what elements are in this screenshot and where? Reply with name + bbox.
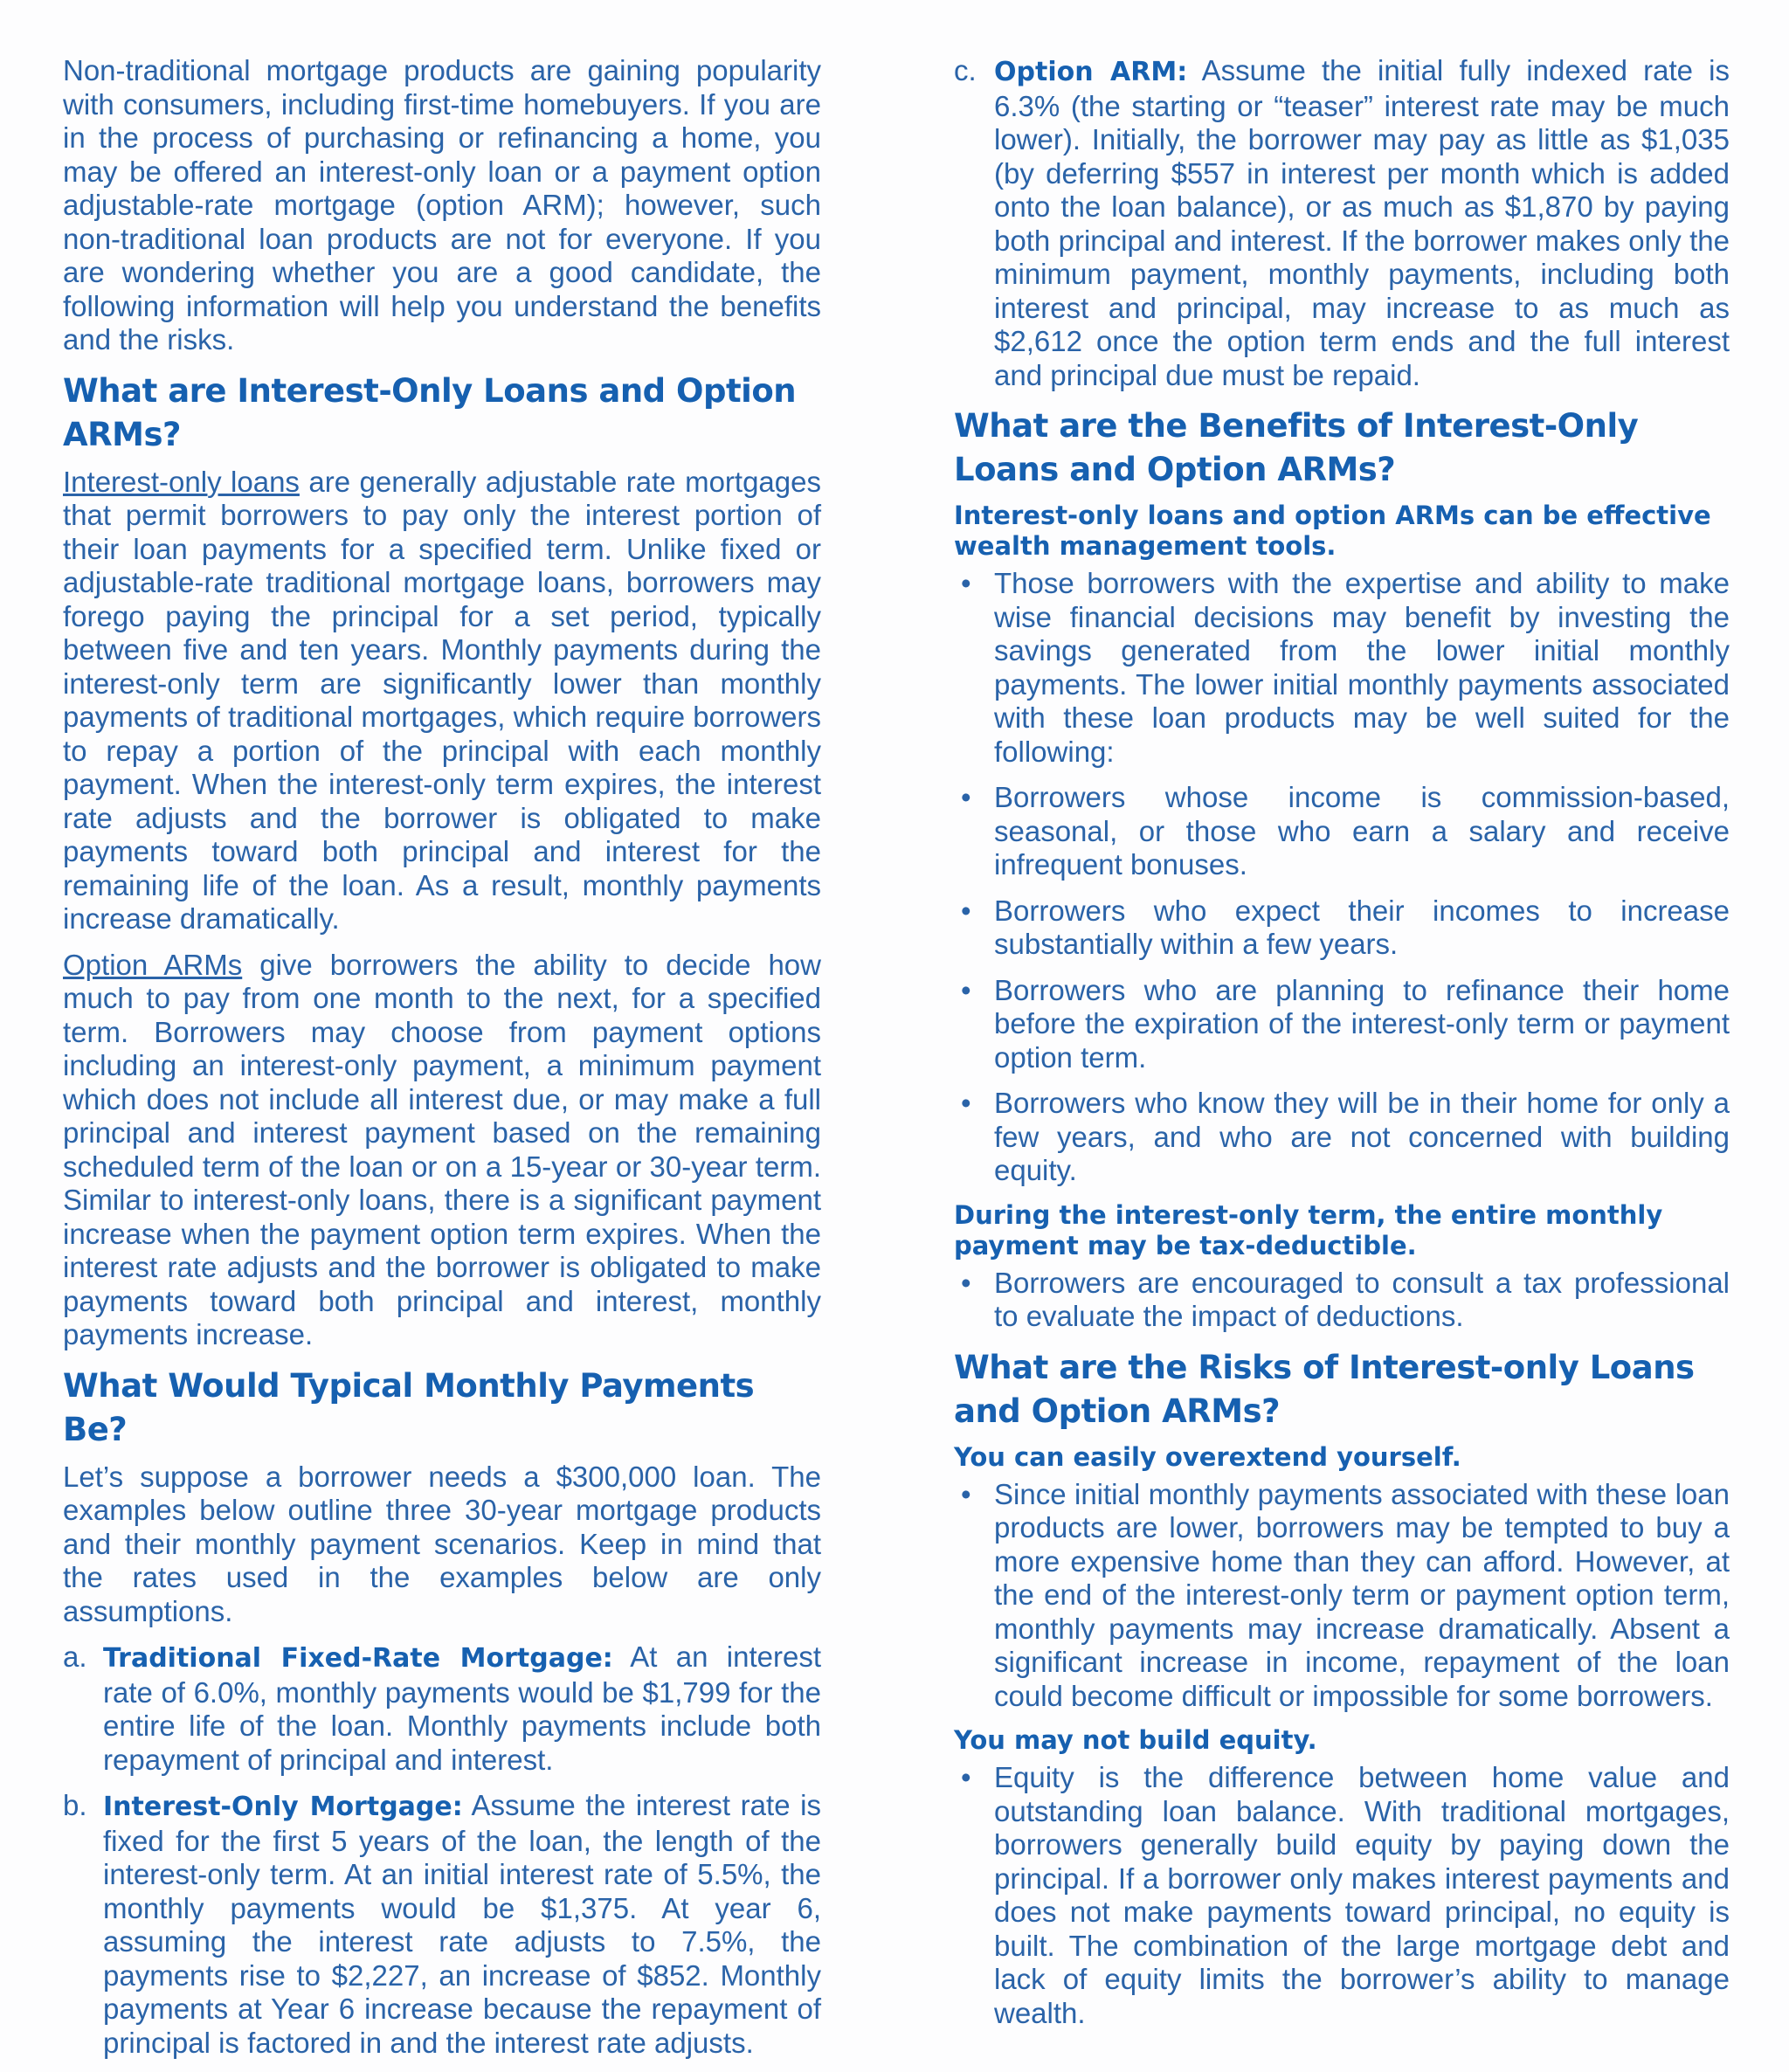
- left-column: [63, 54, 821, 2072]
- bullet-icon: •: [961, 781, 971, 813]
- equity-list: [954, 1761, 1730, 2030]
- subheading-tax-deductible: During the interest-only term, the entire monthly payment may be tax-deductible.: [954, 1199, 1663, 1260]
- item-title: Traditional Fixed-Rate Mortgage:: [103, 1643, 613, 1674]
- list-item: [954, 974, 1730, 1075]
- example-list-continued: [954, 54, 1730, 392]
- example-intro: Let’s suppose a borrower needs a $300,000 loan. The examples below outline three 30-year mortgage products and their monthly payment scenarios. Keep in mind that the rates used in the examples below are only assumptions.: [63, 1460, 821, 1627]
- bullet-icon: •: [961, 1477, 971, 1510]
- overextend-list: [954, 1478, 1730, 1714]
- option-arm-paragraph: [63, 949, 821, 1352]
- example-item-a: [63, 1640, 821, 1777]
- bullet-icon: •: [961, 973, 971, 1006]
- interest-only-paragraph: [63, 466, 821, 936]
- list-item-text: Since initial monthly payments associated with these loan products are lower, borrowers may be tempted to buy a more expensive home than they can afford. However, at the end of the interest-only term or payment option term, monthly payments may increase dramatically. Absent a significant increase in income, repayment of the loan could become difficult or impossible for some borrowers.: [994, 1477, 1730, 1712]
- list-item-text: Equity is the difference between home value and outstanding loan balance. With traditional mortgages, borrowers generally build equity by paying down the principal. If a borrower only makes interest payments and does not make payments toward principal, no equity is built. The combination of the large mortgage debt and lack of equity limits the borrower’s ability to manage wealth.: [994, 1761, 1730, 2029]
- tax-list: [954, 1267, 1730, 1334]
- subheading-wealth-tools: Interest-only loans and option ARMs can be effective wealth management tools.: [954, 501, 1711, 561]
- list-item: [954, 781, 1730, 882]
- example-list: [63, 1640, 821, 2060]
- list-item: [954, 1478, 1730, 1714]
- intro-paragraph: Non-traditional mortgage products are gaining popularity with consumers, including first-time homebuyers. If you are in the process of purchasing or refinancing a home, you may be offered an interest-only loan or a payment option adjustable-rate mortgage (option ARM); however, such non-traditional loan products are not for everyone. If you are wondering whether you are a good candidate, the following information will help you understand the benefits and the risks.: [63, 54, 821, 356]
- item-marker: b.: [63, 1789, 87, 1821]
- heading-risks: What are the Risks of Interest-only Loans and Option ARMs?: [954, 1348, 1695, 1430]
- bullet-icon: •: [961, 894, 971, 927]
- list-item: [954, 894, 1730, 962]
- bullet-icon: •: [961, 1761, 971, 1793]
- list-item-text: Borrowers whose income is commission-based, seasonal, or those who earn a salary and receive infrequent bonuses.: [994, 781, 1730, 881]
- list-item: [954, 1267, 1730, 1334]
- item-text: At an interest rate of 6.0%, monthly payments would be $1,799 for the entire life of the loan. Monthly payments include both repayment of principal and interest.: [103, 1640, 821, 1776]
- item-marker: c.: [954, 54, 977, 86]
- list-item-text: Those borrowers with the expertise and ability to make wise financial decisions may benefit by investing the savings generated from the lower initial monthly payments. The lower initial monthly payments associated with these loan products may be well suited for the following:: [994, 567, 1730, 768]
- right-column: [954, 54, 1730, 2042]
- heading-what-are: What are Interest-Only Loans and Option ARMs?: [63, 371, 797, 453]
- subheading-equity: You may not build equity.: [954, 1725, 1317, 1755]
- item-text: Assume the interest rate is fixed for the first 5 years of the loan, the length of the interest-only term. At an initial interest rate of 5.5%, the monthly payments would be $1,375. At year 6, assuming the interest rate adjusts to 7.5%, the payments rise to $2,227, an increase of $852. Monthly payments at Year 6 increase because the repayment of principal is factored in and the interest rate adjusts.: [103, 1789, 822, 2059]
- bullet-icon: •: [961, 1087, 971, 1119]
- item-title: Option ARM:: [994, 57, 1188, 87]
- benefit-list: [954, 567, 1730, 1188]
- interest-only-term: Interest-only loans: [63, 465, 300, 498]
- item-title: Interest-Only Mortgage:: [103, 1792, 463, 1822]
- list-item: [954, 1761, 1730, 2030]
- item-marker: a.: [63, 1640, 87, 1673]
- heading-benefits: What are the Benefits of Interest-Only Loans and Option ARMs?: [954, 407, 1639, 488]
- list-item-text: Borrowers are encouraged to consult a tax professional to evaluate the impact of deductions.: [994, 1266, 1730, 1332]
- list-item: [954, 567, 1730, 769]
- list-item-text: Borrowers who know they will be in their home for only a few years, and who are not concerned with building equity.: [994, 1087, 1730, 1186]
- option-arm-term: Option ARMs: [63, 948, 243, 981]
- option-arm-text: give borrowers the ability to decide how much to pay from one month to the next, for a specified term. Borrowers may choose from payment options including an interest-only payment, a minimum payment which does not include all interest due, or may make a full principal and interest payment based on the remaining scheduled term of the loan or on a 15-year or 30-year term. Similar to interest-only loans, there is a significant payment increase when the payment option term expires. When the interest rate adjusts and the borrower is obligated to make payments toward both principal and interest, monthly payments increase.: [63, 948, 821, 1350]
- item-text: Assume the initial fully indexed rate is 6.3% (the starting or “teaser” interest rate may be much lower). Initially, the borrower may pay as little as $1,035 (by deferring $557 in interest per month which is added onto the loan balance), or as much as $1,870 by paying both principal and interest. If the borrower makes only the minimum payment, monthly payments, including both interest and principal, may increase to as much as $2,612 once the option term ends and the full interest and principal due must be repaid.: [994, 54, 1730, 391]
- list-item: [954, 1087, 1730, 1188]
- interest-only-text: are generally adjustable rate mortgages that permit borrowers to pay only the interest portion of their loan payments for a specified term. Unlike fixed or adjustable-rate traditional mortgage loans, borrowers may forego paying the principal for a set period, typically between five and ten years. Monthly payments during the interest-only term are significantly lower than monthly payments of traditional mortgages, which require borrowers to repay a portion of the principal with each monthly payment. When the interest-only term expires, the interest rate adjusts and the borrower is obligated to make payments toward both principal and interest for the remaining life of the loan. As a result, monthly payments increase dramatically.: [63, 465, 821, 935]
- bullet-icon: •: [961, 1266, 971, 1299]
- heading-typical-payments: What Would Typical Monthly Payments Be?: [63, 1366, 755, 1448]
- bullet-icon: •: [961, 567, 971, 599]
- example-item-c: [954, 54, 1730, 392]
- example-item-b: [63, 1789, 821, 2060]
- list-item-text: Borrowers who are planning to refinance their home before the expiration of the interest-only term or payment option term.: [994, 973, 1730, 1074]
- list-item-text: Borrowers who expect their incomes to increase substantially within a few years.: [994, 894, 1730, 960]
- subheading-overextend: You can easily overextend yourself.: [954, 1441, 1461, 1472]
